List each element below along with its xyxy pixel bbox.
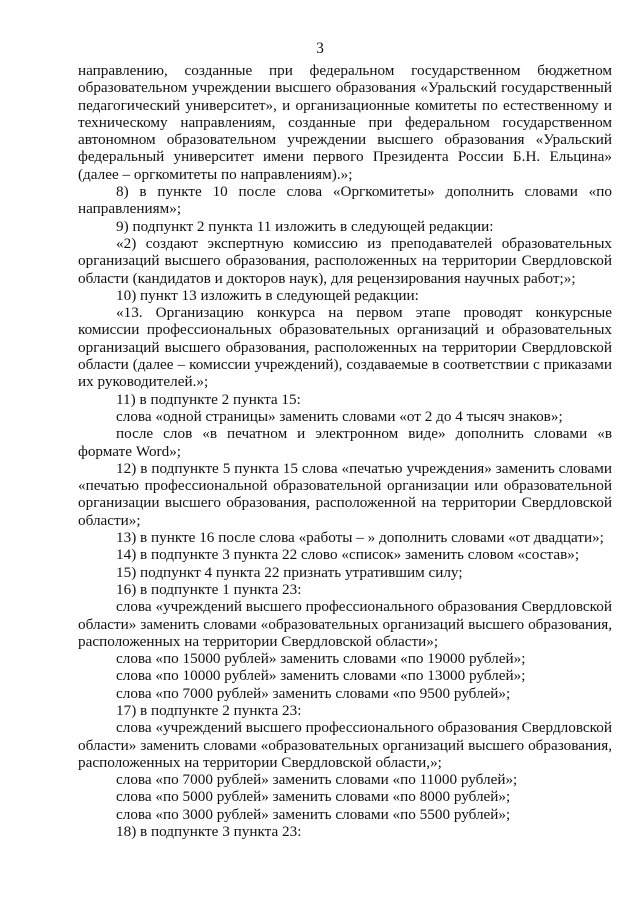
paragraph-continuation: направлению, созданные при федеральном государственном бюджетном образовательном учреждении высшего образования «Уральский государственный педагогический университет», и организационные комитеты по естественному и техническому направлениям, созданные при федеральном государственном автономном образовательном учреждении высшего образования «Уральский федеральный университет имени первого Президента России Б.Н. Ельцина» (далее – оргкомитеты по направлениям).»; bbox=[78, 62, 612, 183]
paragraph-item-8: 8) в пункте 10 после слова «Оргкомитеты» дополнить словами «по направлениям»; bbox=[78, 183, 612, 218]
paragraph-amount-10000: слова «по 10000 рублей» заменить словами «по 13000 рублей»; bbox=[116, 667, 526, 685]
paragraph-amount-7000-a: слова «по 7000 рублей» заменить словами «по 9500 рублей»; bbox=[116, 684, 511, 702]
paragraph-item-12: 12) в подпункте 5 пункта 15 слова «печатью учреждения» заменить словами «печатью профессиональной образовательной организации или образовательной организации высшего образования, расположенной на территории Свердловской области»; bbox=[78, 459, 612, 529]
paragraph-words-institutions-2: слова «учреждений высшего профессионального образования Свердловской области» заменить словами «образовательных организаций высшего образования, расположенных на территории Свердловской области,»; bbox=[78, 719, 612, 771]
paragraph-item-18: 18) в подпункте 3 пункта 23: bbox=[116, 823, 302, 841]
document-body bbox=[78, 62, 612, 840]
paragraph-amount-7000-b: слова «по 7000 рублей» заменить словами «по 11000 рублей»; bbox=[116, 771, 518, 789]
paragraph-quote-13: «13. Организацию конкурса на первом этапе проводят конкурсные комиссии профессиональных образовательных организаций и образовательных организаций высшего образования, расположенных на территории Свердловской области (далее – комиссии учреждений), создаваемые в соответствии с приказами их руководителей.»; bbox=[78, 304, 612, 391]
paragraph-quote-2: «2) создают экспертную комиссию из преподавателей образовательных организаций высшего образования, расположенных на территории Свердловской области (кандидатов и докторов наук), для рецензирования научных работ;»; bbox=[78, 234, 612, 287]
paragraph-words-page: слова «одной страницы» заменить словами «от 2 до 4 тысяч знаков»; bbox=[116, 407, 563, 425]
paragraph-amount-5000: слова «по 5000 рублей» заменить словами «по 8000 рублей»; bbox=[116, 788, 511, 806]
paragraph-item-17: 17) в подпункте 2 пункта 23: bbox=[116, 701, 302, 719]
paragraph-amount-3000: слова «по 3000 рублей» заменить словами «по 5500 рублей»; bbox=[116, 805, 511, 823]
paragraph-amount-15000: слова «по 15000 рублей» заменить словами «по 19000 рублей»; bbox=[116, 650, 526, 668]
paragraph-item-16: 16) в подпункте 1 пункта 23: bbox=[116, 580, 302, 598]
paragraph-words-word: после слов «в печатном и электронном виде» дополнить словами «в формате Word»; bbox=[78, 425, 612, 460]
paragraph-item-14: 14) в подпункте 3 пункта 22 слово «список» заменить словом «состав»; bbox=[116, 546, 580, 564]
paragraph-words-institutions-1: слова «учреждений высшего профессионального образования Свердловской области» заменить словами «образовательных организаций высшего образования, расположенных на территории Свердловской области»; bbox=[78, 598, 612, 650]
paragraph-item-10: 10) пункт 13 изложить в следующей редакции: bbox=[116, 286, 419, 304]
paragraph-item-13: 13) в пункте 16 после слова «работы – » дополнить словами «от двадцати»; bbox=[116, 529, 604, 547]
paragraph-item-11: 11) в подпункте 2 пункта 15: bbox=[116, 390, 301, 408]
paragraph-item-15: 15) подпункт 4 пункта 22 признать утратившим силу; bbox=[116, 563, 463, 581]
page-number: 3 bbox=[316, 40, 324, 57]
paragraph-item-9: 9) подпункт 2 пункта 11 изложить в следующей редакции: bbox=[116, 217, 494, 235]
